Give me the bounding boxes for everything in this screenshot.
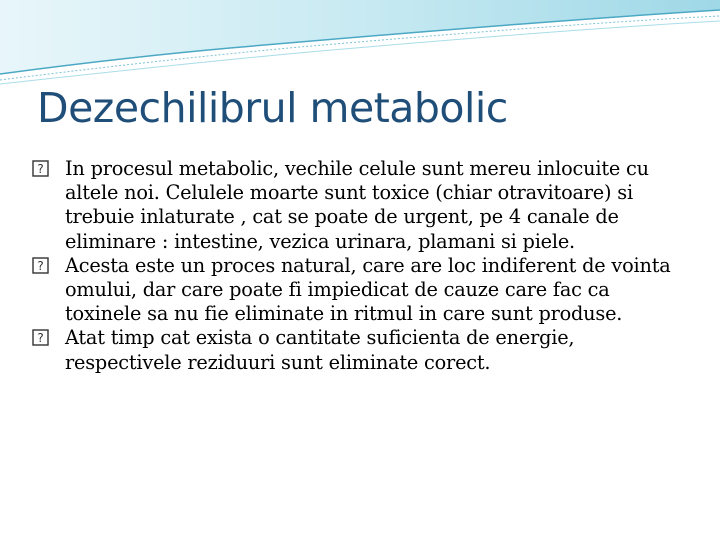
bullet-text: Acesta este un proces natural, care are loc indiferent de vointa omului, dar care poate fi impiedicat de cauze care fac ca toxinele sa nu fie eliminate in ritmul in care sunt produse. [65,253,671,326]
missing-glyph-box-icon [32,329,49,346]
bullet-item [32,254,682,327]
decorative-wave-band [0,0,720,90]
svg-text:?: ? [37,258,44,273]
svg-text:?: ? [37,162,44,176]
bullet-text: In procesul metabolic, vechile celule sunt mereu inlocuite cu altele noi. Celulele moarte sunt toxice (chiar otravitoare) si trebuie inlaturate , cat se poate de urgent, pe 4 canale de eliminare : intestine, vezica urinara, plamani si piele. [65,157,649,253]
bullet-item [32,157,682,254]
bullet-item [32,326,682,374]
bullet-text: Atat timp cat exista o cantitate suficienta de energie, respectivele reziduuri sunt eliminate corect. [65,326,575,374]
bullet-list [32,157,682,375]
missing-glyph-box-icon [32,160,49,177]
missing-glyph-box-icon [32,257,49,274]
slide-title: Dezechilibrul metabolic [37,84,508,132]
svg-text:?: ? [37,331,44,346]
